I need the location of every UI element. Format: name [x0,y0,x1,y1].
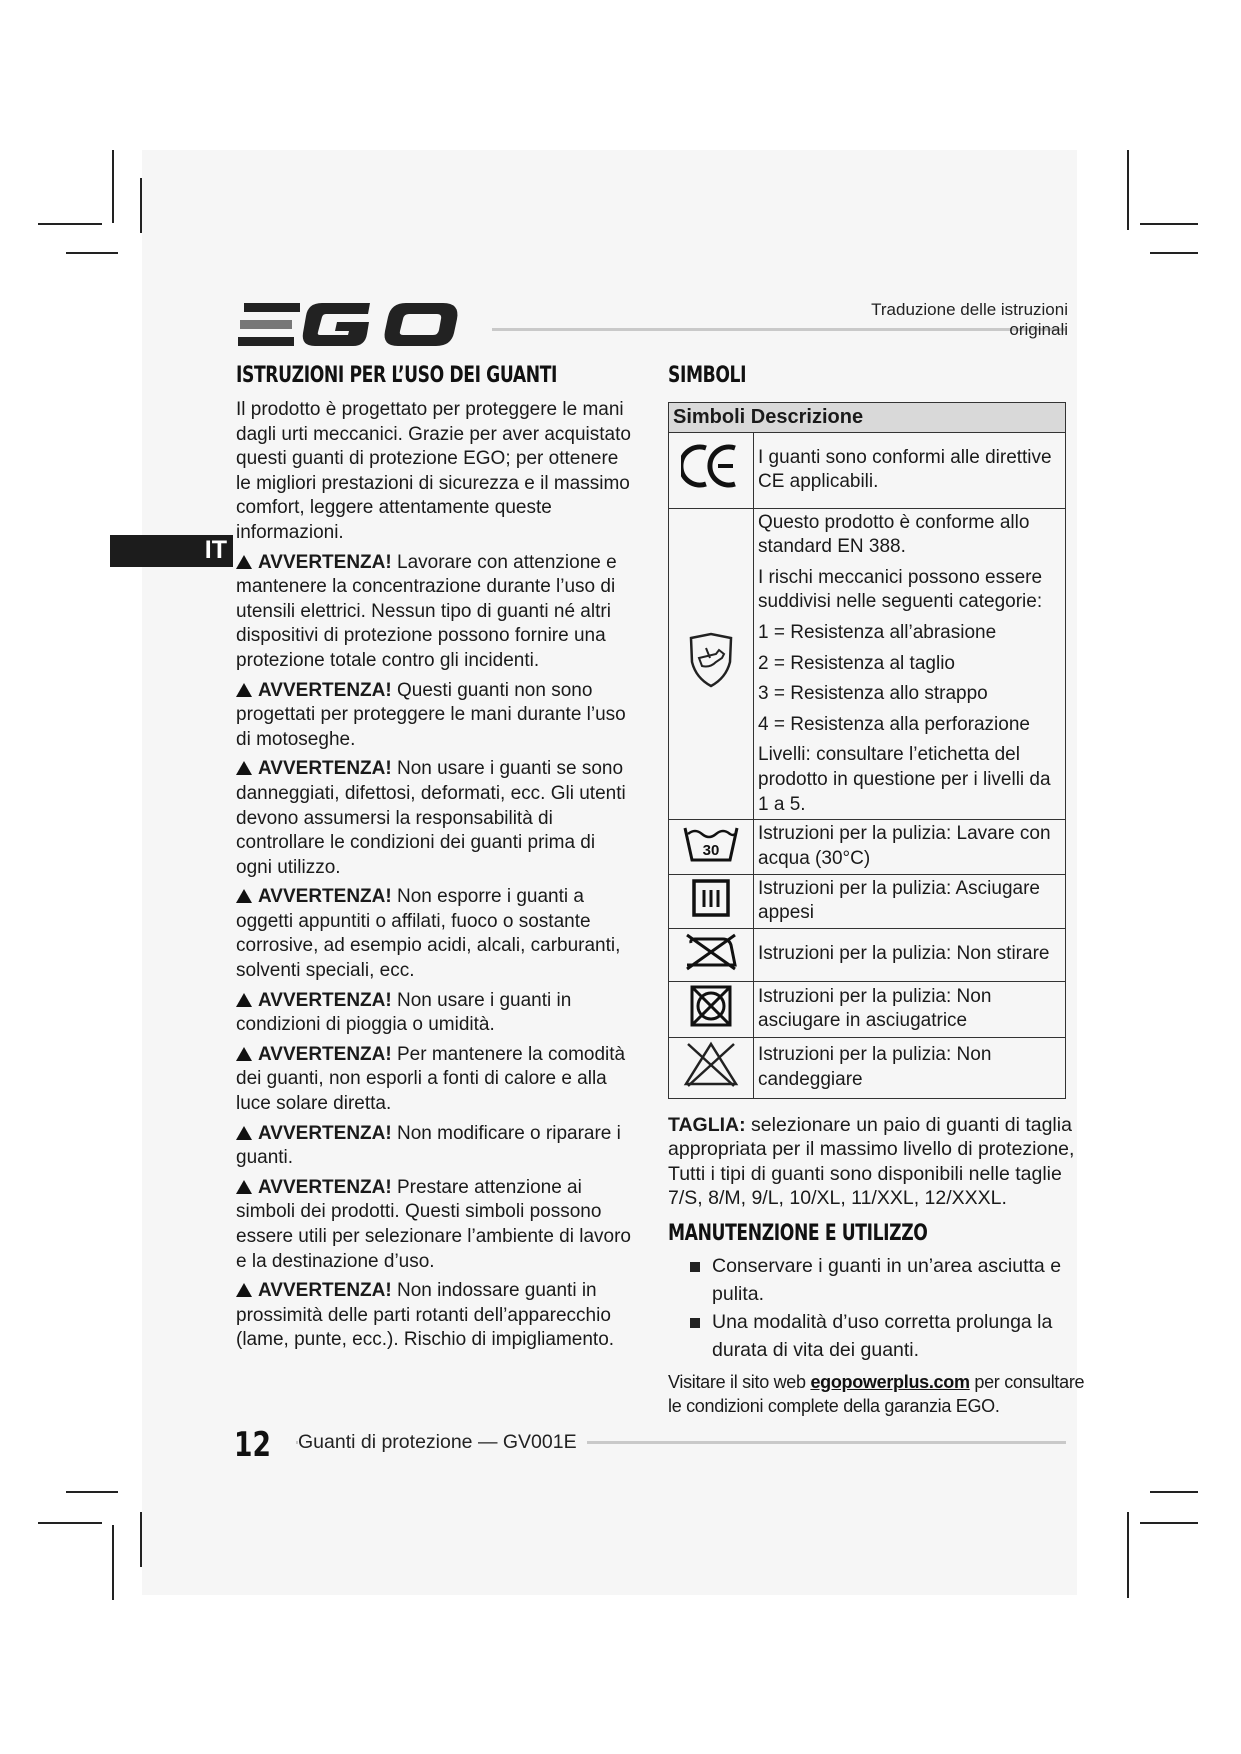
table-row [669,981,1066,1038]
crop-mark [112,1525,114,1600]
description-text: 1 = Resistenza all’abrasione [758,621,997,643]
table-row [669,820,1066,875]
warnings-list [236,551,636,1353]
warning-label: AVVERTENZA! [258,886,392,908]
ce-mark-icon [681,443,741,489]
description-cell [754,928,1066,981]
warning-paragraph [236,989,636,1038]
size-paragraph [668,1113,1088,1211]
symbol-cell [669,820,754,875]
description-text: 2 = Resistenza al taglio [758,652,955,674]
description-cell [754,432,1066,508]
description-text: 3 = Resistenza allo strappo [758,683,988,705]
description-text: 4 = Resistenza alla perforazione [758,713,1030,735]
crop-mark [66,252,118,254]
crop-mark [1150,252,1198,254]
intro-paragraph: Il prodotto è progettato per proteggere le mani dagli urti meccanici. Grazie per aver acquistato questi guanti di protezione EGO; per ottenere le migliori prestazioni di sicurezza e il massimo comfort, leggere attentamente queste informazioni. [236,399,631,543]
table-row [669,1038,1066,1099]
no-bleach-icon [682,1040,740,1088]
description-cell [754,874,1066,928]
crop-mark [66,1491,118,1493]
warning-text: Prestare attenzione ai simboli dei prodotti. Questi simboli possono essere utili per selezionare l’ambiente di lavoro e la destinazione d’uso. [236,1176,631,1272]
warning-triangle-icon [236,683,252,697]
maintenance-list [668,1252,1088,1364]
symbols-column [668,363,1088,1418]
warning-label: AVVERTENZA! [258,989,392,1011]
warning-triangle-icon [236,1283,252,1297]
page-number: 12 [234,1425,271,1465]
language-tab [110,535,233,567]
instructions-column [236,363,636,1358]
section-title-instructions: ISTRUZIONI PER L’USO DEI GUANTI [236,363,558,388]
section-title-symbols: SIMBOLI [668,363,747,388]
warning-triangle-icon [236,993,252,1007]
warning-paragraph [236,1279,636,1353]
description-text: Livelli: consultare l’etichetta del prodotto in questione per i livelli da 1 a 5. [758,744,1051,815]
crop-mark [140,1512,142,1567]
warranty-text-after: per consultare le condizioni complete della garanzia EGO. [668,1372,1085,1417]
warning-paragraph [236,551,636,674]
en388-shield-icon [686,632,736,688]
crop-mark [1150,1491,1198,1493]
symbol-cell [669,981,754,1038]
warning-text: Non indossare guanti in prossimità delle parti rotanti dell’apparecchio (lame, punte, ecc.). Rischio di impigliamento. [236,1280,615,1351]
warning-text: Non usare i guanti se sono danneggiati, difettosi, deformati, ecc. Gli utenti devono assumersi la responsabilità di controllare le condizioni dei guanti prima di ogni utilizzo. [236,758,626,878]
wash-temperature: 30 [702,842,720,860]
warning-triangle-icon [236,1047,252,1061]
table-row [669,508,1066,820]
description-text: I guanti sono conformi alle direttive CE applicabili. [758,446,1052,493]
symbol-cell [669,432,754,508]
warning-paragraph [236,1122,636,1171]
description-cell [754,1038,1066,1099]
warning-label: AVVERTENZA! [258,1280,392,1302]
description-text: Istruzioni per la pulizia: Lavare con acqua (30°C) [758,823,1051,869]
ego-logo [238,300,460,350]
size-label: TAGLIA: [668,1113,746,1136]
description-text: Istruzioni per la pulizia: Asciugare appesi [758,877,1040,924]
crop-mark [112,150,114,223]
crop-mark [1140,1522,1198,1524]
description-cell [754,820,1066,875]
crop-mark [1127,150,1129,230]
description-text: I rischi meccanici possono essere suddivisi nelle seguenti categorie: [758,566,1043,613]
header-symbols: Simboli [673,406,746,428]
description-text: Questo prodotto è conforme allo standard EN 388. [758,511,1030,558]
crop-mark [140,178,142,233]
hang-dry-icon [691,878,731,918]
warning-paragraph [236,1176,636,1274]
crop-mark [38,1522,102,1524]
symbol-cell [669,1038,754,1099]
warning-label: AVVERTENZA! [258,679,392,701]
header-description: Descrizione [750,406,864,428]
warning-label: AVVERTENZA! [258,758,392,780]
description-text: Istruzioni per la pulizia: Non candeggiare [758,1044,992,1090]
warning-text: Non modificare o riparare i guanti. [236,1122,621,1169]
footer-title-text: Guanti di protezione — GV001E [298,1431,577,1453]
header-subtitle: Traduzione delle istruzioni originali [871,300,1068,339]
table-row [669,928,1066,981]
table-row [669,432,1066,508]
crop-mark [1140,223,1198,225]
section-title-maintenance: MANUTENZIONE E UTILIZZO [668,1221,928,1247]
description-cell [754,981,1066,1038]
symbols-table [668,402,1066,1099]
warning-triangle-icon [236,761,252,775]
warning-paragraph [236,885,636,983]
crop-mark [1127,1512,1129,1598]
warning-triangle-icon [236,889,252,903]
description-cell [754,508,1066,820]
warning-text: Non usare i guanti in condizioni di pioggia o umidità. [236,989,572,1036]
table-row [669,874,1066,928]
symbol-cell [669,508,754,820]
warranty-text-before: Visitare il sito web [668,1372,811,1393]
no-iron-icon [681,931,741,971]
warning-text: Per mantenere la comodità dei guanti, non esporli a fonti di calore e alla luce solare diretta. [236,1043,626,1115]
warning-triangle-icon [236,1180,252,1194]
website-link[interactable]: egopowerplus.com [810,1372,970,1393]
table-header-cell [669,403,1066,433]
description-text: Istruzioni per la pulizia: Non stirare [758,943,1050,965]
symbols-table-header [669,403,1066,433]
warning-text: Non esporre i guanti a oggetti appuntiti o affilati, fuoco o sostante corrosive, ad esempio acidi, alcali, carburanti, solventi speciali, ecc. [236,886,621,982]
size-text: selezionare un paio di guanti di taglia appropriata per il massimo livello di protezione, Tutti i tipi di guanti sono disponibili nelle taglie 7/S, 8/M, 9/L, 10/XL, 11/XXL, 12/XXXL. [668,1113,1075,1210]
language-tab-label: IT [204,536,227,564]
list-item: Conservare i guanti in un’area asciutta e pulita. [686,1252,1088,1308]
symbol-cell [669,928,754,981]
warning-triangle-icon [236,555,252,569]
wash-30-icon [682,822,740,864]
warning-label: AVVERTENZA! [258,551,392,573]
no-tumble-dry-icon [689,984,733,1028]
warning-label: AVVERTENZA! [258,1176,392,1198]
crop-mark [38,223,102,225]
warning-text: Questi guanti non sono progettati per proteggere le mani durante l’uso di motoseghe. [236,679,626,750]
warning-label: AVVERTENZA! [258,1122,392,1144]
warranty-paragraph [668,1370,1088,1418]
warning-paragraph [236,1043,636,1117]
list-item: Una modalità d’uso corretta prolunga la durata di vita dei guanti. [686,1308,1088,1364]
warning-paragraph [236,679,636,753]
warning-paragraph [236,757,636,880]
warning-triangle-icon [236,1126,252,1140]
warning-text: Lavorare con attenzione e mantenere la concentrazione durante l’uso di utensili elettrici. Nessun tipo di guanti né altri dispositivi di protezione possono fornire una protezione totale contro gli incidenti. [236,551,617,671]
warning-label: AVVERTENZA! [258,1043,392,1065]
description-text: Istruzioni per la pulizia: Non asciugare in asciugatrice [758,985,992,1032]
symbol-cell [669,874,754,928]
footer-title [298,1431,587,1454]
